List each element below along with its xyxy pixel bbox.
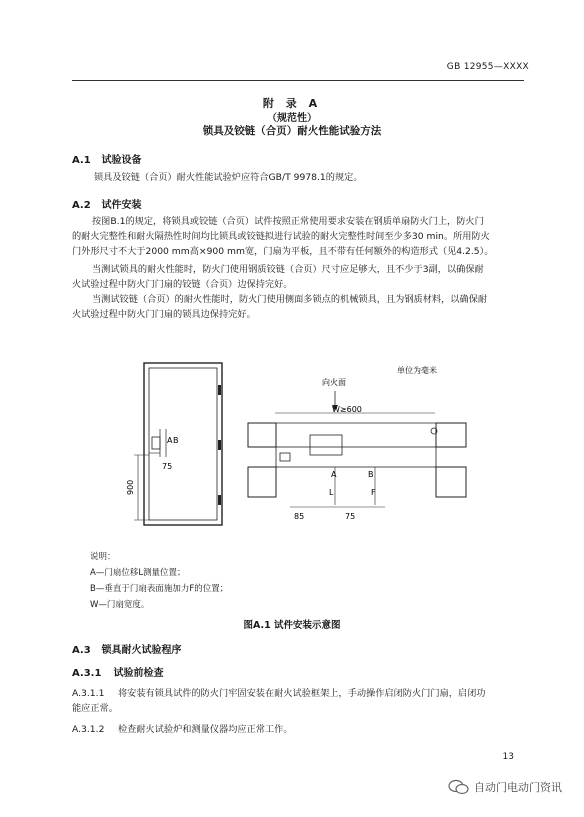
figure-legend — [90, 549, 228, 613]
door-dim-900: 900 — [126, 479, 135, 495]
clause-number: A.3.1.1 — [72, 688, 105, 699]
text-line: 门外形尺寸不大于2000 mm高×900 mm宽，门扇为平板，且不带有任何额外的构造形式（见4.2.5）。 — [72, 246, 494, 257]
page-number: 13 — [502, 752, 514, 762]
paragraph-a2-3 — [72, 292, 532, 322]
section-heading-a31 — [72, 664, 163, 679]
wall-right-top — [436, 423, 466, 447]
plan-label-f: F — [371, 488, 376, 497]
section-title: 试验设备 — [101, 155, 142, 166]
figure-caption: 图A.1 试件安装示意图 — [243, 620, 341, 631]
section-heading-a1 — [72, 151, 141, 166]
door-elevation — [126, 363, 222, 525]
text-line: 当测试锁具的耐火性能时，防火门使用钢质铰链（合页）尺寸应足够大，且不少于3副，以确保耐 — [92, 264, 484, 275]
section-title: 试件安装 — [101, 200, 142, 211]
section-number: A.3 — [72, 645, 91, 656]
paragraph-a2-2 — [72, 262, 532, 292]
lock-body — [152, 437, 160, 449]
dim-75: 75 — [345, 512, 356, 521]
plan-section — [248, 365, 466, 521]
hinge-top — [218, 385, 221, 395]
text-line: 当测试铰链（合页）的耐火性能时，防火门使用侧面多锁点的机械锁具，且为钢质材料，以确保耐 — [92, 294, 488, 305]
section-number: A.3.1 — [72, 668, 102, 679]
section-number: A.2 — [72, 200, 91, 211]
legend-title: 说明： — [90, 552, 116, 562]
door-dim-75: 75 — [162, 462, 173, 471]
text-line — [72, 686, 542, 701]
door-label-b: B — [173, 436, 179, 445]
text-line: 火试验过程中防火门门扇的铰链（合页）边保持完好。 — [72, 279, 293, 290]
unit-note: 单位为毫米 — [397, 366, 437, 375]
legend-item-a: A—门扇位移L测量位置； — [90, 568, 186, 578]
installation-diagram — [100, 355, 480, 535]
plan-label-l: L — [329, 488, 334, 497]
standard-code: GB 12955—XXXX — [446, 62, 529, 72]
hinge-middle — [218, 440, 221, 450]
wechat-icon — [448, 779, 470, 795]
section-number: A.1 — [72, 155, 91, 166]
door-leaf-plan — [276, 447, 436, 467]
paragraph-a2-1 — [72, 214, 532, 259]
clause-text: 检查耐火试验炉和测量仪器均应正常工作。 — [118, 724, 293, 735]
plan-label-a: A — [331, 470, 337, 479]
lock-body-plan — [310, 435, 342, 455]
dim-85: 85 — [294, 512, 305, 521]
plan-label-b: B — [368, 470, 374, 479]
section-heading-a3 — [72, 641, 181, 656]
paragraph-a1: 锁具及铰链（合页）耐火性能试验炉应符合GB/T 9978.1的规定。 — [94, 172, 363, 183]
annex-name: 锁具及铰链（合页）耐火性能试验方法 — [202, 125, 382, 137]
wall-left-bottom — [248, 467, 276, 497]
watermark-text: 自动门电动门资讯 — [474, 781, 562, 794]
clause-number: A.3.1.2 — [72, 724, 105, 735]
annex-type: （规范性） — [267, 113, 317, 124]
legend-item-w: W—门扇宽度。 — [90, 600, 150, 610]
section-heading-a2 — [72, 196, 141, 211]
paragraph-a311 — [72, 686, 542, 716]
text-line: 能应正常。 — [72, 703, 118, 714]
handle-plan — [280, 453, 290, 461]
paragraph-a312 — [72, 722, 532, 737]
text-line: 的耐火完整性和耐火隔热性时间均比锁具或铰链拟进行试验的耐火完整性时间至少多30 min。所用防火 — [72, 231, 490, 242]
wall-right-bottom — [436, 467, 466, 497]
text-line: 按图B.1的规定，将锁具或铰链（合页）试件按照正常使用要求安装在钢质单扇防火门上，防火门 — [92, 216, 484, 227]
clause-text: 将安装有锁具试件的防火门牢固安装在耐火试验框架上，手动操作启闭防火门门扇，启闭功 — [118, 688, 486, 699]
hinge-bottom — [218, 495, 221, 505]
text-line: 火试验过程中防火门门扇的锁具边保持完好。 — [72, 309, 256, 320]
section-title: 试验前检查 — [113, 668, 164, 679]
wall-left-top — [248, 423, 276, 447]
door-label-a: A — [167, 436, 173, 445]
width-label: W≥600 — [332, 405, 362, 414]
fire-face-label: 向火面 — [322, 378, 346, 387]
annex-title: 附 录 A — [262, 97, 322, 110]
section-title: 锁具耐火试验程序 — [101, 645, 182, 656]
watermark — [448, 779, 562, 795]
legend-item-b: B—垂直于门扇表面施加力F的位置； — [90, 584, 229, 594]
header-rule — [72, 80, 524, 81]
